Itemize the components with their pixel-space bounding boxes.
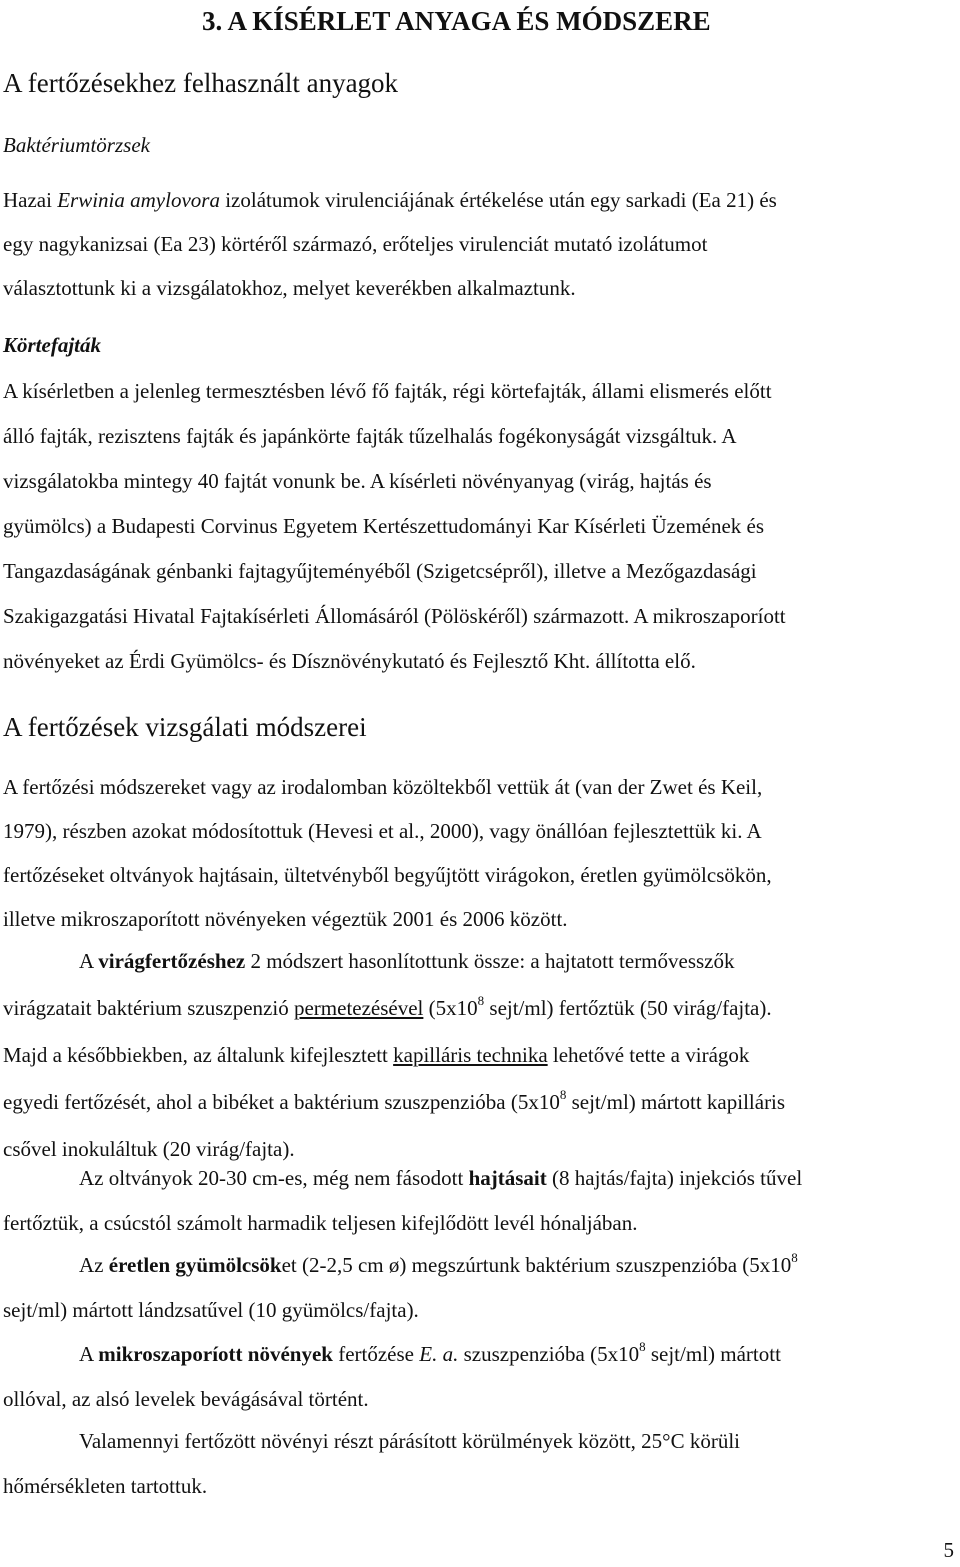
text-line: Hazai Erwinia amylovora izolátumok virulenciájának értékelése után egy sarkadi (Ea 21) és <box>3 188 777 212</box>
text-line: ollóval, az alsó levelek bevágásával történt. <box>3 1387 369 1411</box>
text-line: A virágfertőzéshez 2 módszert hasonlítottunk össze: a hajtatott termővesszők <box>79 949 735 973</box>
text-line: Az oltványok 20-30 cm-es, még nem fásodott hajtásait (8 hajtás/fajta) injekciós tűvel <box>79 1166 803 1190</box>
chapter-title: 3. A KÍSÉRLET ANYAGA ÉS MÓDSZERE <box>202 6 711 36</box>
text-line: csővel inokuláltuk (20 virág/fajta). <box>3 1137 295 1161</box>
subsection-title-bacteria: Baktériumtörzsek <box>3 133 150 157</box>
text-line: A kísérletben a jelenleg termesztésben lévő fő fajták, régi körtefajták, állami elismerés előtt <box>3 379 772 403</box>
text-line: Szakigazgatási Hivatal Fajtakísérleti Állomásáról (Pölöskéről) származott. A mikroszaporíott <box>3 604 786 628</box>
text-line: vizsgálatokba mintegy 40 fajtát vonunk be. A kísérleti növényanyag (virág, hajtás és <box>3 469 712 493</box>
text-line: fertőzéseket oltványok hajtásain, ültetvényből begyűjtött virágokon, éretlen gyümölcsökön, <box>3 863 772 887</box>
species-abbreviation: E. a. <box>419 1342 459 1366</box>
text-line: álló fajták, rezisztens fajták és japánkörte fajták tűzelhalás fogékonyságát vizsgáltuk. A <box>3 424 737 448</box>
paragraph-fruit-infection <box>3 1243 957 1333</box>
paragraph-micropropagated-infection <box>3 1332 957 1422</box>
text-line: Az éretlen gyümölcsöket (2-2,5 cm ø) megszúrtunk baktérium szuszpenzióba ($5x10^8$ <box>79 1250 798 1277</box>
subsection-title-pear-varieties: Körtefajták <box>3 333 101 357</box>
text-line: választottunk ki a vizsgálatokhoz, melyet keverékben alkalmaztunk. <box>3 276 576 300</box>
bold-term: éretlen gyümölcsök <box>108 1253 282 1277</box>
text-line: Majd a későbbiekben, az általunk kifejlesztett kapilláris technika lehetővé tette a virágok <box>3 1043 750 1067</box>
text-line: illetve mikroszaporított növényeken végeztük 2001 és 2006 között. <box>3 907 568 931</box>
text-line: virágzatait baktérium szuszpenzió permetezésével ($5x10^8$ sejt/ml) fertőztük (50 virág/fajta). <box>3 993 772 1020</box>
text-line: fertőztük, a csúcstól számolt harmadik teljesen kifejlődött levél hónaljában. <box>3 1211 638 1235</box>
paragraph-methods-intro <box>3 765 957 941</box>
section-title-methods: A fertőzések vizsgálati módszerei <box>3 712 367 742</box>
bold-term: hajtásait <box>468 1166 547 1190</box>
bold-term: mikroszaporíott növények <box>98 1342 333 1366</box>
text-line: gyümölcs) a Budapesti Corvinus Egyetem Kertészettudományi Kar Kísérleti Üzemének és <box>3 514 765 538</box>
text-line: egy nagykanizsai (Ea 23) körtéről származó, erőteljes virulenciát mutató izolátumot <box>3 232 708 256</box>
text-line: 1979), részben azokat módosítottuk (Hevesi et al., 2000), vagy önállóan fejlesztettük ki. A <box>3 819 762 843</box>
species-name: Erwinia amylovora <box>57 188 220 212</box>
paragraph-flower-infection <box>3 938 957 1173</box>
bold-term: virágfertőzéshez <box>98 949 246 973</box>
paragraph-pear-varieties <box>3 369 957 684</box>
text-line: hőmérsékleten tartottuk. <box>3 1474 208 1498</box>
text-line: Tangazdaságának génbanki fajtagyűjteményéből (Szigetcsépről), illetve a Mezőgazdasági <box>3 559 757 583</box>
page-number: 5 <box>943 1538 954 1562</box>
text-line: növényeket az Érdi Gyümölcs- és Dísznövénykutató és Fejlesztő Kht. állította elő. <box>3 649 696 673</box>
paragraph-incubation <box>3 1419 957 1509</box>
text-line: Valamennyi fertőzött növényi részt párásított körülmények között, 25°C körüli <box>79 1429 740 1453</box>
paragraph-shoot-infection <box>3 1156 957 1246</box>
text-line: sejt/ml) mártott lándzsatűvel (10 gyümölcs/fajta). <box>3 1298 419 1322</box>
text-line: egyedi fertőzését, ahol a bibéket a baktérium szuszpenzióba ($5x10^8$ sejt/ml) mártott kapilláris <box>3 1087 786 1114</box>
text-line: A mikroszaporíott növények fertőzése E. a. szuszpenzióba ($5x10^8$ sejt/ml) mártott <box>79 1339 781 1366</box>
paragraph-bacteria <box>3 178 957 310</box>
underlined-term: permetezésével <box>293 996 424 1020</box>
underlined-term: kapilláris technika <box>393 1043 548 1067</box>
text-line: A fertőzési módszereket vagy az irodalomban közöltekből vettük át (van der Zwet és Keil, <box>3 775 763 799</box>
section-title-materials: A fertőzésekhez felhasznált anyagok <box>3 68 399 98</box>
